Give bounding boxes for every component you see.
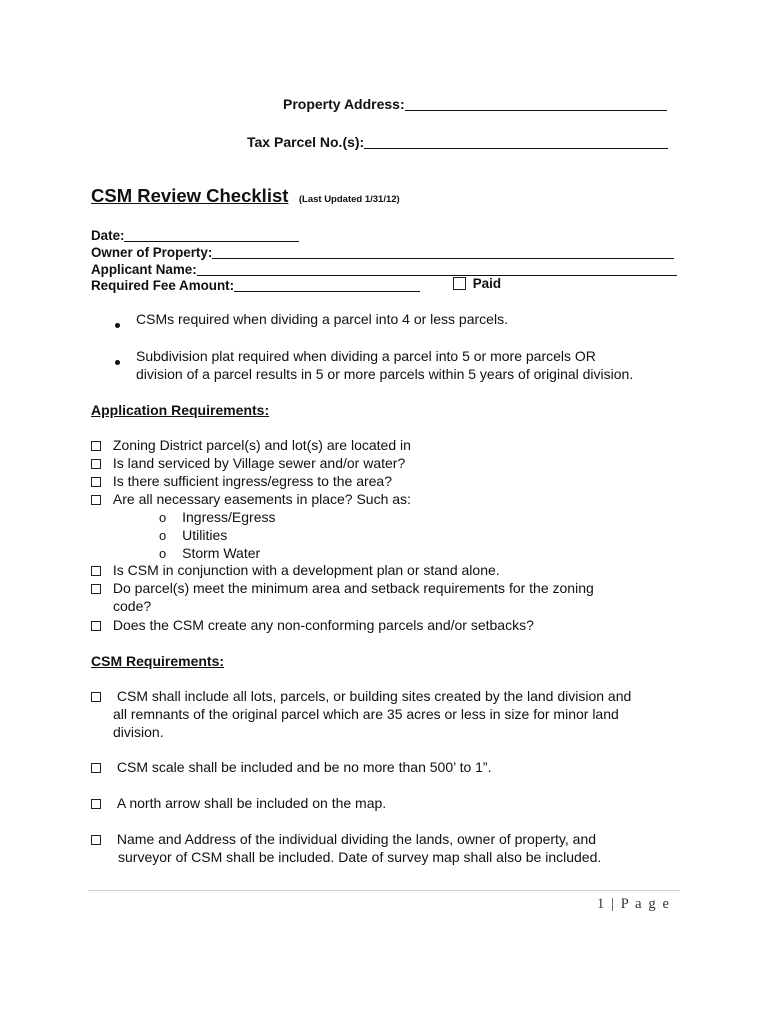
circle-bullet-icon: o	[159, 546, 167, 561]
bullet-item-2-cont: division of a parcel results in 5 or more parcels within 5 years of original division.	[136, 366, 634, 382]
csm-item-label: CSM scale shall be included and be no more than 500’ to 1”.	[116, 759, 492, 775]
footer-divider	[88, 890, 680, 891]
csm-checkbox-4[interactable]	[91, 835, 101, 845]
app-checkbox-3[interactable]	[91, 477, 101, 487]
sub-item-3	[159, 545, 260, 561]
bullet-marker-1	[115, 318, 120, 336]
paid-field	[453, 275, 501, 291]
date-label: Date:	[91, 228, 125, 243]
app-item-3	[91, 473, 392, 489]
csm-item-1-cont-2: division.	[113, 724, 164, 740]
applicant-blank[interactable]	[197, 261, 677, 276]
date-field	[91, 225, 299, 243]
sub-item-label: Ingress/Egress	[182, 509, 276, 525]
sub-item-2	[159, 527, 227, 543]
csm-item-label: Name and Address of the individual dividing the lands, owner of property, and	[116, 831, 597, 847]
sub-item-label: Utilities	[182, 527, 228, 543]
property-address-label: Property Address:	[283, 96, 405, 112]
bullet-item-1: CSMs required when dividing a parcel into 4 or less parcels.	[136, 311, 508, 327]
bullet-item-2: Subdivision plat required when dividing a parcel into 5 or more parcels OR	[136, 348, 596, 364]
paid-label: Paid	[472, 276, 502, 291]
csm-checkbox-2[interactable]	[91, 763, 101, 773]
page-title: CSM Review Checklist	[91, 185, 289, 206]
fee-field	[91, 275, 420, 293]
csm-item-3	[91, 795, 386, 811]
paid-checkbox[interactable]	[453, 277, 466, 290]
app-item-7	[91, 617, 534, 633]
csm-item-4-cont: surveyor of CSM shall be included. Date of survey map shall also be included.	[118, 849, 602, 865]
last-updated: (Last Updated 1/31/12)	[298, 194, 400, 205]
app-item-label: Are all necessary easements in place? Such as:	[112, 491, 411, 507]
fee-blank[interactable]	[234, 277, 420, 292]
page-number: 1 | P a g e	[597, 896, 671, 912]
app-item-2	[91, 455, 405, 471]
fee-label: Required Fee Amount:	[91, 278, 235, 293]
app-item-6-cont: code?	[113, 598, 152, 614]
csm-checkbox-1[interactable]	[91, 692, 101, 702]
app-item-label: Is there sufficient ingress/egress to the area?	[112, 473, 393, 489]
csm-item-label: CSM shall include all lots, parcels, or building sites created by the land division and	[116, 688, 632, 704]
bullet-marker-2	[115, 355, 120, 373]
app-checkbox-4[interactable]	[91, 495, 101, 505]
tax-parcel-label: Tax Parcel No.(s):	[247, 134, 365, 150]
csm-heading: CSM Requirements:	[91, 653, 225, 669]
app-item-label: Do parcel(s) meet the minimum area and setback requirements for the zoning	[112, 580, 594, 596]
csm-checkbox-3[interactable]	[91, 799, 101, 809]
owner-label: Owner of Property:	[91, 245, 213, 260]
app-checkbox-6[interactable]	[91, 584, 101, 594]
circle-bullet-icon: o	[159, 510, 167, 525]
app-item-6	[91, 580, 594, 596]
app-item-1	[91, 437, 411, 453]
circle-bullet-icon: o	[159, 528, 167, 543]
date-blank[interactable]	[124, 227, 299, 242]
app-item-5	[91, 562, 500, 578]
app-item-label: Is land serviced by Village sewer and/or water?	[112, 455, 406, 471]
tax-parcel-blank[interactable]	[364, 134, 668, 149]
sub-item-label: Storm Water	[182, 545, 261, 561]
app-item-label: Is CSM in conjunction with a development plan or stand alone.	[112, 562, 500, 578]
csm-item-1	[91, 688, 631, 704]
checklist-title	[91, 185, 400, 207]
app-checkbox-5[interactable]	[91, 566, 101, 576]
property-address-line	[283, 94, 667, 112]
owner-field	[91, 242, 674, 260]
app-item-label: Zoning District parcel(s) and lot(s) are located in	[112, 437, 411, 453]
csm-item-label: A north arrow shall be included on the map.	[116, 795, 387, 811]
tax-parcel-line	[247, 132, 668, 150]
app-checkbox-2[interactable]	[91, 459, 101, 469]
sub-item-1	[159, 509, 276, 525]
app-checkbox-1[interactable]	[91, 441, 101, 451]
app-checkbox-7[interactable]	[91, 621, 101, 631]
applicant-label: Applicant Name:	[91, 262, 197, 277]
csm-item-1-cont-1: all remnants of the original parcel which are 35 acres or less in size for minor land	[113, 706, 619, 722]
application-heading: Application Requirements:	[91, 402, 270, 418]
app-item-label: Does the CSM create any non-conforming parcels and/or setbacks?	[112, 617, 534, 633]
app-item-4	[91, 491, 411, 507]
csm-item-2	[91, 759, 492, 775]
owner-blank[interactable]	[212, 244, 674, 259]
property-address-blank[interactable]	[405, 96, 667, 111]
csm-item-4	[91, 831, 596, 847]
